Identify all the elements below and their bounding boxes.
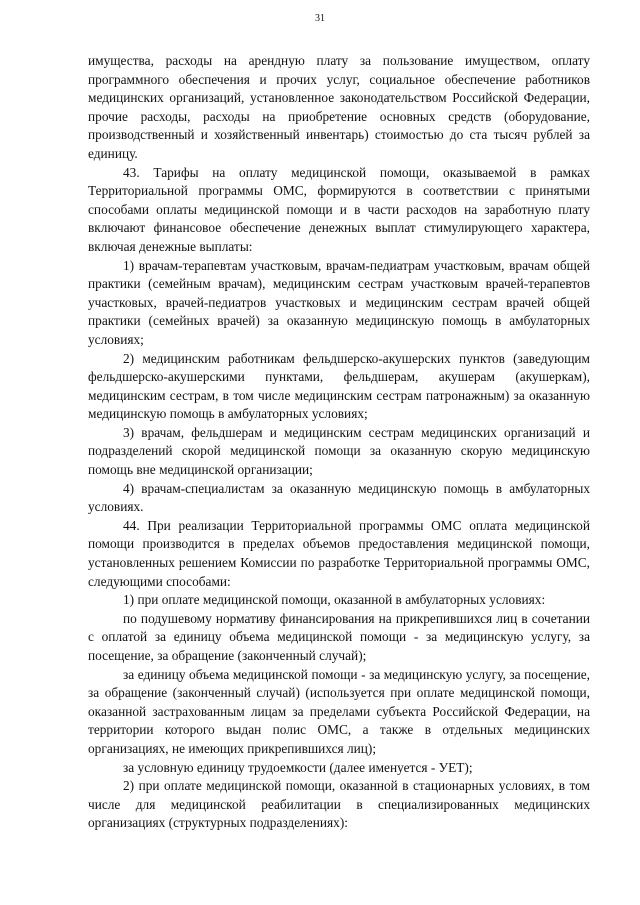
paragraph: 2) при оплате медицинской помощи, оказанной в стационарных условиях, в том числе для медицинской реабилитации в специализированных медицинских организациях (структурных подразделениях): <box>88 778 590 831</box>
paragraph: 1) при оплате медицинской помощи, оказанной в амбулаторных условиях: <box>123 592 546 608</box>
paragraph: 43. Тарифы на оплату медицинской помощи, оказываемой в рамках Территориальной программы ОМС, формируются в соответствии с принятыми способами оплаты медицинской помощи и в части расходов на заработную плату включают финансовое обеспечение денежных выплат стимулирующего характера, включая денежные выплаты: <box>88 164 590 254</box>
page-number: 31 <box>315 13 325 24</box>
paragraph: 4) врачам-специалистам за оказанную медицинскую помощь в амбулаторных условиях. <box>88 480 590 515</box>
paragraph: за единицу объема медицинской помощи - за медицинскую услугу, за посещение, за обращение (законченный случай) (используется при оплате медицинской помощи, оказанной застрахованным лицам за пределами субъекта Российской Федерации, на территории которого выдан полис ОМС, а также в отдельных медицинских организациях, не имеющих прикрепившихся лиц); <box>88 666 590 756</box>
paragraph: 2) медицинским работникам фельдшерско-акушерских пунктов (заведующим фельдшерско-акушерскими пунктами, фельдшерам, акушерам (акушеркам), медицинским сестрам, в том числе медицинским сестрам патронажным) за оказанную медицинскую помощь в амбулаторных условиях; <box>88 350 590 422</box>
paragraph: 1) врачам-терапевтам участковым, врачам-педиатрам участковым, врачам общей практики (семейным врачам), медицинским сестрам участковым врачей-терапевтов участковых, врачей-педиатров участковых и медицинским сестрам врачей общей практики (семейных врачей) за оказанную медицинскую помощь в амбулаторных условиях; <box>88 257 590 347</box>
paragraph: по подушевому нормативу финансирования на прикрепившихся лиц в сочетании с оплатой за единицу объема медицинской помощи - за медицинскую услугу, за посещение, за обращение (законченный случай); <box>88 610 590 663</box>
paragraph: 44. При реализации Территориальной программы ОМС оплата медицинской помощи производится в пределах объемов предоставления медицинской помощи, установленных решением Комиссии по разработке Территориальной программы ОМС, следующими способами: <box>88 517 590 589</box>
document-body <box>88 52 590 833</box>
paragraph: имущества, расходы на арендную плату за пользование имуществом, оплату программного обеспечения и прочих услуг, социальное обеспечение работников медицинских организаций, установленное законодательством Российской Федерации, прочие расходы, расходы на приобретение основных средств (оборудование, производственный и хозяйственный инвентарь) стоимостью до ста тысяч рублей за единицу. <box>88 53 590 161</box>
paragraph: за условную единицу трудоемкости (далее именуется - УЕТ); <box>123 759 473 775</box>
paragraph: 3) врачам, фельдшерам и медицинским сестрам медицинских организаций и подразделений скорой медицинской помощи за оказанную скорую медицинскую помощь вне медицинской организации; <box>88 424 590 478</box>
